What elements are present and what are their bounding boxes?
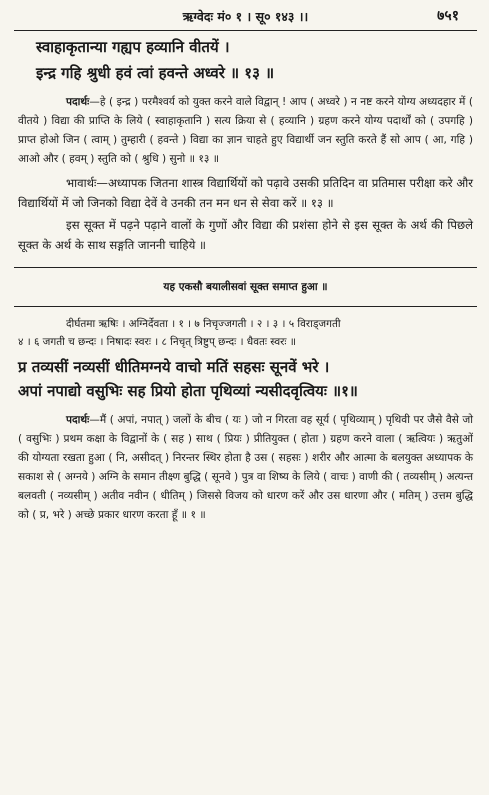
header-rule	[14, 30, 477, 31]
mantra-13-line-1: स्वाहाकृतान्या गह्यप हव्यानि वीतयें ।	[36, 38, 230, 56]
padarth-label: पदार्थः	[66, 414, 90, 426]
padarth-13-text: —हे ( इन्द्र ) परमैश्वर्य को युक्त करने वाले विद्वान् ! आप ( अध्वरे ) न नष्ट करने योग्य अध्यदहार में ( वीतये ) विद्या की प्राप्ति के लिये ( स्वाहाकृतानि ) सत्य क्रिया से ( हव्यानि ) ग्रहण करने योग्य पदार्थों को ( उपगहि ) प्राप्त होओ जिन ( त्वाम् ) तुम्हारी ( हवन्ते ) विद्या का ज्ञान चाहते हुए विद्यार्थी जन स्तुति करते हैं सो आप ( आ, गहि ) आओ और ( हवम् ) स्तुति को ( श्रुधि ) सुनो ॥ १३ ॥	[18, 96, 473, 165]
bhavarth-13-text: —अध्यापक जितना शास्त्र विद्यार्थियों को पढ़ावे उसकी प्रतिदिन वा प्रतिमास परीक्षा करे और विद्यार्थियों में जो जिनको विद्या देवें वे उनकी तन मन धन से सेवा करें ॥ १३ ॥	[18, 176, 473, 210]
sukta-closing-line: यह एकसौ बयालीसवां सूक्त समाप्त हुआ ॥	[163, 281, 328, 293]
page-number: ७५१	[437, 8, 459, 24]
chhanda-svara-line: ४ । ६ जगती च छन्दः । निषादः स्वरः । ८ निचृत् त्रिष्टुप् छन्दः । धैवतः स्वरः ॥	[18, 336, 296, 348]
mantra-1-line-2: अपां नपाद्यो वसुभिः सह प्रियो होता पृथिव्यां न्यसीदवृत्वियः ॥१॥	[18, 382, 358, 400]
section-divider-top	[14, 267, 477, 268]
page-header	[18, 0, 473, 30]
sukta-summary: इस सूक्त में पढ़ने पढ़ाने वालों के गुणों और विद्या की प्रशंसा होने से इस सूक्त के अर्थ की पिछले सूक्त के अर्थ के साथ सङ्गति जाननी चाहिये ॥	[18, 218, 473, 252]
section-divider-bottom	[14, 306, 477, 307]
bhavarth-label: भावार्थः	[66, 176, 97, 190]
padarth-13-paragraph	[18, 93, 473, 169]
padarth-1-text: —मैं ( अपां, नपात् ) जलों के बीच ( यः ) जो न गिरता वह सूर्य ( पृथिव्याम् ) पृथिवी पर जैसे वैसे जो ( वसुभिः ) प्रथम कक्षा के विद्वानों के ( सह ) साथ ( प्रियः ) प्रीतियुक्त ( होता ) ग्रहण करने वाला ( ऋत्वियः ) ऋतुओं की योग्यता रखता हुआ ( नि, असीदत् ) निरन्तर स्थिर होता है उस ( सहसः ) शरीर और आत्मा के बलयुक्त अध्यापक के सकाश से ( अग्नये ) अग्नि के समान तीक्ष्ण बुद्धि ( सूनवे ) पुत्र वा शिष्य के लिये ( वाचः ) वाणी की ( तव्यसीम् ) अत्यन्त बलवती ( नव्यसीम् ) अतीव नवीन ( धीतिम् ) जिससे विजय को धारण करें और उस धारणा और ( मतिम् ) उत्तम बुद्धि को ( प्र, भरे ) अच्छे प्रकार धारण करता हूँ ॥ १ ॥	[18, 414, 473, 521]
rishi-devata-line: दीर्घतमा ऋषिः । अग्निर्देवता । १ । ७ निचृज्जगती । २ । ३ । ५ विराड्जगती	[66, 318, 341, 330]
padarth-label: पदार्थः	[66, 96, 90, 108]
padarth-1-paragraph	[18, 411, 473, 525]
sukta-meta-info	[18, 315, 473, 351]
running-header: ऋग्वेदः मं० १ । सू० १४३ ।।	[182, 9, 309, 24]
mantra-1-line-1: प्र तव्यसीं नव्यसीं धीतिमग्नये वाचो मतिं सहसः सूनवें भरे ।	[18, 358, 330, 376]
mantra-13-line-2: इन्द्र गहि श्रुधी हवं त्वां हवन्ते अध्वरे ॥ १३ ॥	[36, 64, 275, 82]
bhavarth-13-paragraph	[18, 173, 473, 213]
